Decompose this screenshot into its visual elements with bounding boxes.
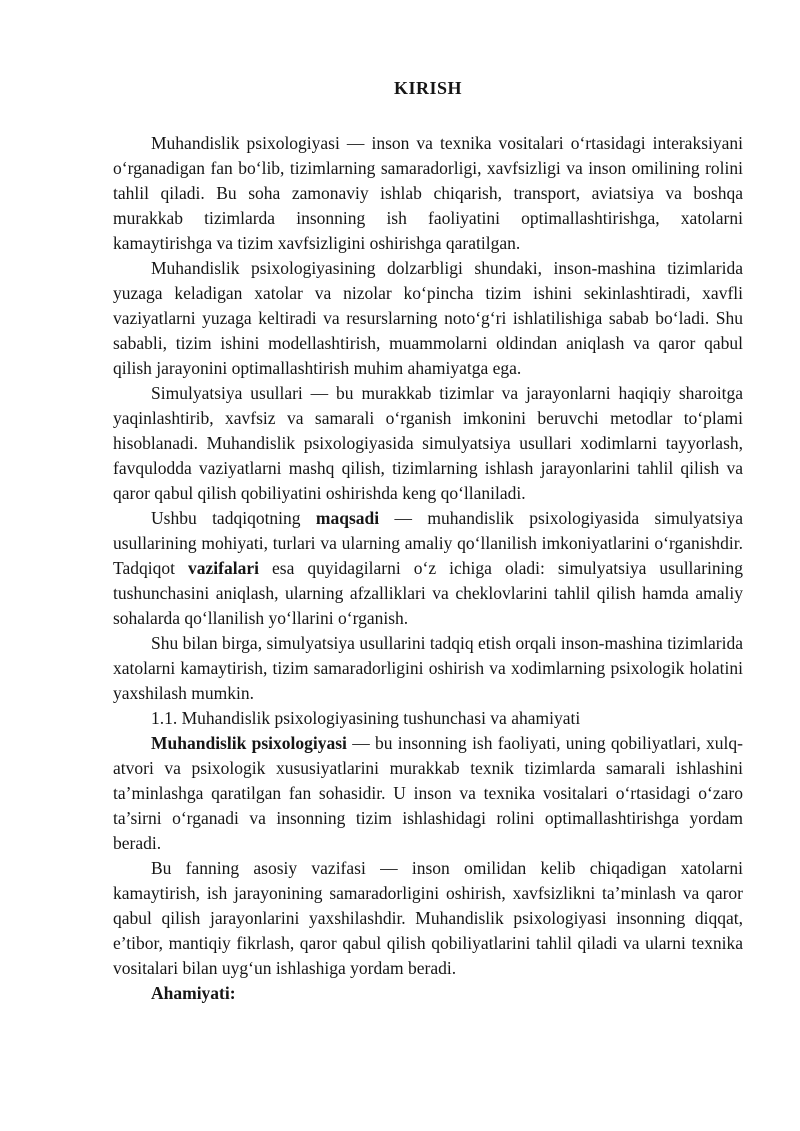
document-body xyxy=(113,131,743,1006)
importance-label-text: Ahamiyati: xyxy=(151,983,236,1003)
paragraph-benefit xyxy=(113,631,743,706)
paragraph-benefit-text: Shu bilan birga, simulyatsiya usullarini tadqiq etish orqali inson-mashina tizimlarida xatolarni kamaytirish, tizim samaradorligini oshirish va xodimlarning psixologik holatini yaxshilash mumkin. xyxy=(113,633,743,703)
document-title: KIRISH xyxy=(393,78,463,98)
goal-lead-text: Ushbu tadqiqotning xyxy=(151,508,316,528)
goal-tail-text: esa quyidagilarni o‘z ichiga oladi: simulyatsiya usullarining tushunchasini aniqlash, ularning afzalliklari va cheklovlarini tahlil qilish hamda amaliy sohalarda qo‘llanilish yo‘llarini o‘rganish. xyxy=(113,558,743,628)
goal-keyword-maqsadi: maqsadi xyxy=(315,508,380,528)
section-heading-1-1 xyxy=(113,706,743,731)
section-heading-text: 1.1. Muhandislik psixologiyasining tushunchasi va ahamiyati xyxy=(151,708,581,728)
paragraph-main-task-text: Bu fanning asosiy vazifasi — inson omilidan kelib chiqadigan xatolarni kamaytirish, ish jarayonining samaradorligini oshirish, xavfsizlikni ta’minlash va qaror qabul qilish jarayonlarini yaxshilashdir. Muhandislik psixologiyasi insonning diqqat, e’tibor, mantiqiy fikrlash, qaror qabul qilish qobiliyatlarini tahlil qiladi va ularni texnika vositalari bilan uyg‘un ishlashiga yordam beradi. xyxy=(113,858,743,978)
importance-label xyxy=(113,981,743,1006)
paragraph-definition xyxy=(113,731,743,856)
paragraph-relevance-text: Muhandislik psixologiyasining dolzarbligi shundaki, inson-mashina tizimlarida yuzaga keladigan xatolar va nizolar ko‘pincha tizim ishini sekinlashtiradi, xavfli vaziyatlarni yuzaga keltiradi va resurslarning noto‘g‘ri ishlatilishiga sabab bo‘ladi. Shu sababli, tizim ishini modellashtirish, muammolarni oldindan aniqlash va qaror qabul qilish jarayonini optimallashtirish muhim ahamiyatga ega. xyxy=(113,258,743,378)
paragraph-relevance xyxy=(113,256,743,381)
paragraph-simulation-text: Simulyatsiya usullari — bu murakkab tizimlar va jarayonlarni haqiqiy sharoitga yaqinlashtirib, xavfsiz va samarali o‘rganish imkonini beruvchi metodlar to‘plami hisoblanadi. Muhandislik psixologiyasida simulyatsiya usullari xodimlarni tayyorlash, favqulodda vaziyatlarni mashq qilish, tizimlarning ishlash jarayonlarini tahlil qilish va qaror qabul qilish qobiliyatini oshirishda keng qo‘llaniladi. xyxy=(113,383,743,503)
goal-keyword-vazifalari: vazifalari xyxy=(188,558,259,578)
paragraph-simulation xyxy=(113,381,743,506)
paragraph-main-task xyxy=(113,856,743,981)
definition-text: — bu insonning ish faoliyati, uning qobiliyatlari, xulq-atvori va psixologik xususiyatlarini murakkab texnik tizimlarda samarali ishlashini ta’minlashga qaratilgan fan sohasidir. U inson va texnika vositalari o‘rtasidagi o‘zaro ta’sirni o‘rganadi va insonning tizim ishlashidagi rolini optimallashtirishga yordam beradi. xyxy=(113,733,743,853)
definition-term: Muhandislik psixologiyasi xyxy=(151,733,347,753)
goal-mid-text: — muhandislik psixologiyasida simulyatsiya usullarining mohiyati, turlari va ularning amaliy qo‘llanilish imkoniyatlarini o‘rganishdir. Tadqiqot xyxy=(113,508,743,578)
paragraph-goal xyxy=(113,506,743,631)
paragraph-intro xyxy=(113,131,743,256)
paragraph-intro-text: Muhandislik psixologiyasi — inson va texnika vositalari o‘rtasidagi interaksiyani o‘rganadigan fan bo‘lib, tizimlarning samaradorligi, xavfsizligi va inson omilining rolini tahlil qiladi. Bu soha zamonaviy ishlab chiqarish, transport, aviatsiya va boshqa murakkab tizimlarda insonning ish faoliyatini optimallashtirishga, xatolarni kamaytirishga va tizim xavfsizligini oshirishga qaratilgan. xyxy=(113,133,743,253)
